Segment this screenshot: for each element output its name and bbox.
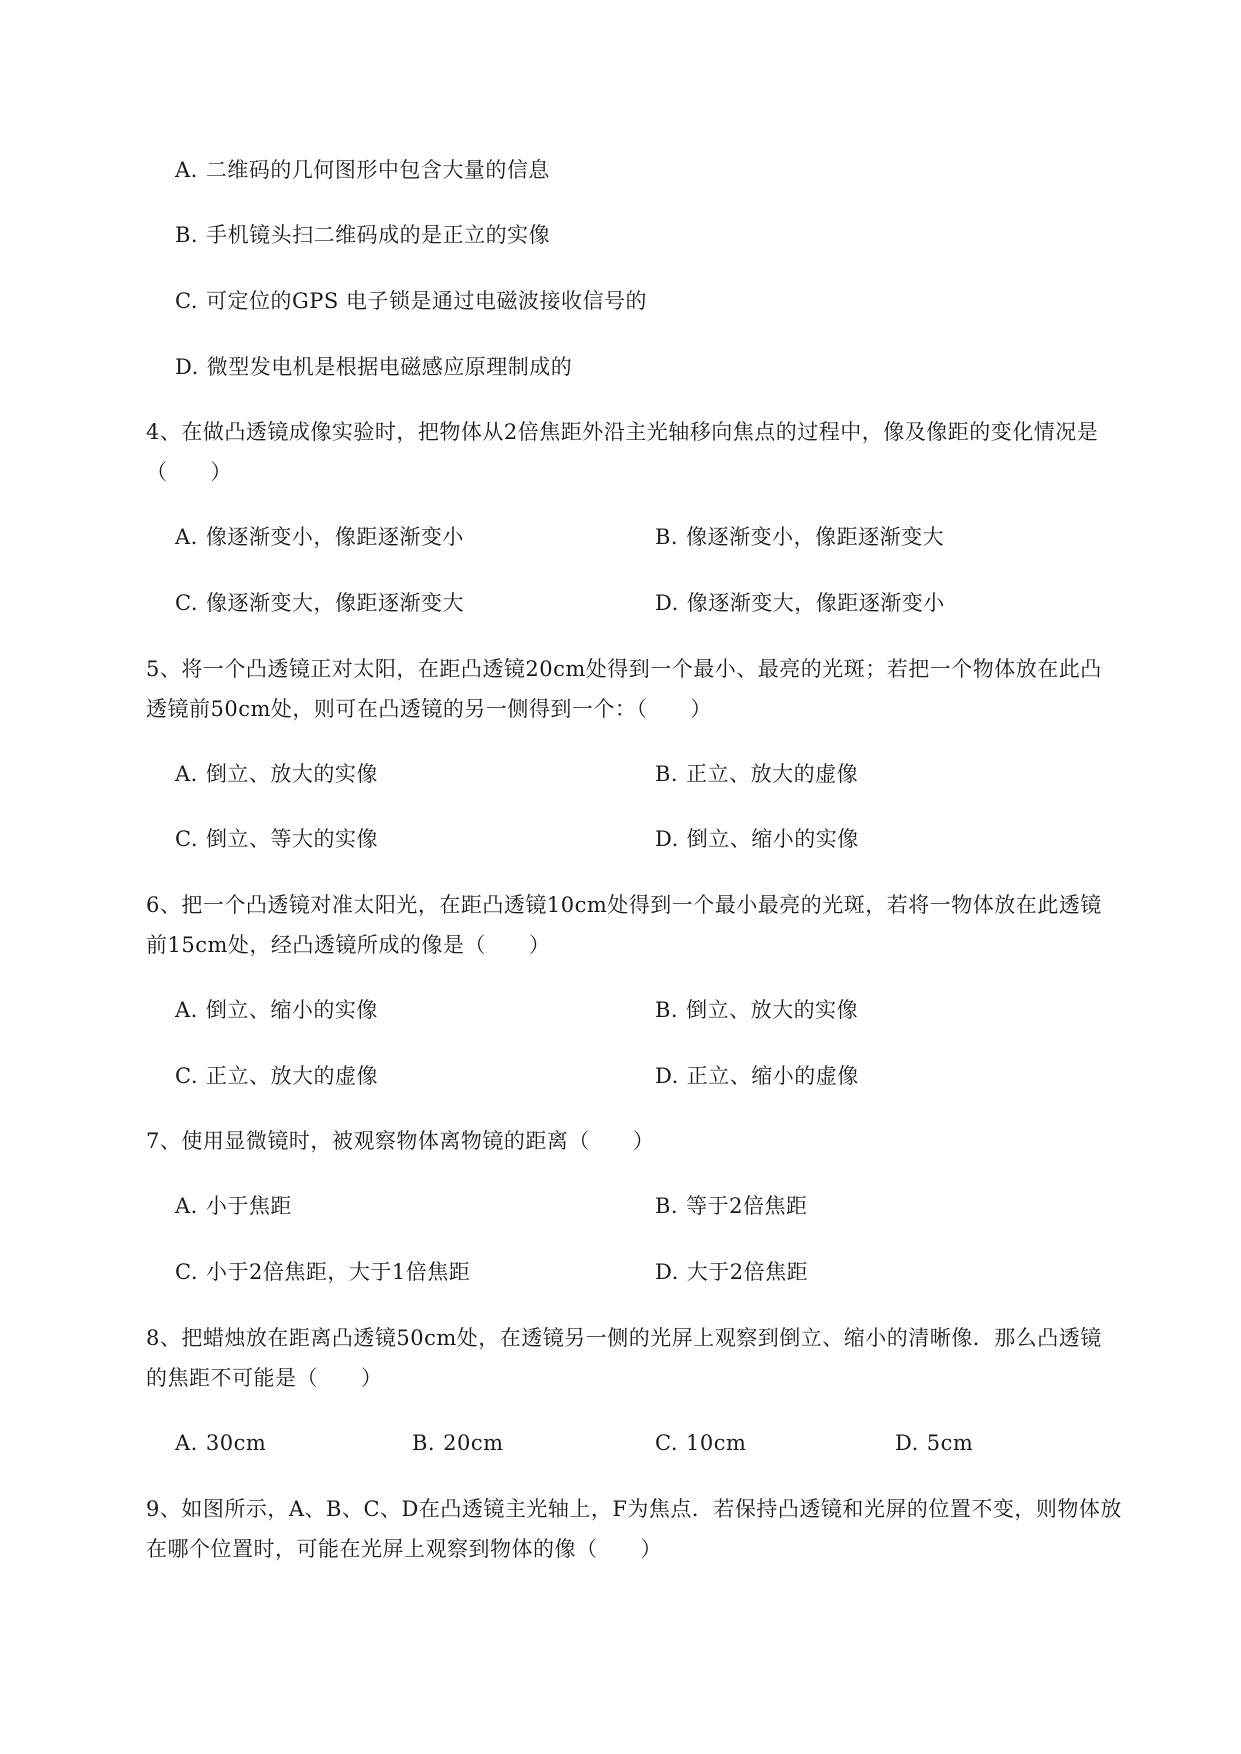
option-text: 正立、缩小的虚像 bbox=[686, 1064, 859, 1088]
q9-stem-line1: 9、如图所示，A、B、C、D在凸透镜主光轴上，F为焦点．若保持凸透镜和光屏的位置不变，则物体放 bbox=[146, 1497, 1122, 1521]
q7-option-a bbox=[175, 1192, 292, 1220]
option-letter: D. bbox=[895, 1431, 919, 1455]
option-letter: B. bbox=[655, 525, 679, 549]
q3-option-d bbox=[175, 353, 572, 381]
option-text: 30cm bbox=[205, 1431, 267, 1455]
option-text: 像逐渐变大，像距逐渐变小 bbox=[686, 591, 945, 615]
q7-option-b bbox=[655, 1192, 807, 1220]
option-letter: C. bbox=[175, 827, 198, 851]
q3-option-b bbox=[175, 221, 550, 249]
option-text: 倒立、缩小的实像 bbox=[205, 998, 378, 1022]
option-text: 像逐渐变小，像距逐渐变大 bbox=[686, 525, 945, 549]
option-text: 倒立、等大的实像 bbox=[206, 827, 378, 851]
q9-stem-line2: 在哪个位置时，可能在光屏上观察到物体的像（ ） bbox=[146, 1537, 662, 1561]
q7-stem-line1: 7、使用显微镜时，被观察物体离物镜的距离（ ） bbox=[146, 1129, 655, 1153]
option-text: 小于焦距 bbox=[205, 1194, 292, 1218]
option-text: 等于2倍焦距 bbox=[686, 1194, 808, 1218]
option-text: 像逐渐变小，像距逐渐变小 bbox=[205, 525, 464, 549]
q8-option-a bbox=[175, 1429, 266, 1457]
q8-stem-line1: 8、把蜡烛放在距离凸透镜50cm处，在透镜另一侧的光屏上观察到倒立、缩小的清晰像．那么凸透镜 bbox=[146, 1326, 1102, 1350]
option-letter: D. bbox=[175, 355, 199, 379]
option-text: 二维码的几何图形中包含大量的信息 bbox=[205, 158, 550, 182]
q5-stem-line1: 5、将一个凸透镜正对太阳，在距凸透镜20cm处得到一个最小、最亮的光斑；若把一个物体放在此凸 bbox=[146, 657, 1102, 681]
option-letter: A. bbox=[175, 762, 198, 786]
option-text: 手机镜头扫二维码成的是正立的实像 bbox=[206, 223, 551, 247]
option-text: 可定位的GPS 电子锁是通过电磁波接收信号的 bbox=[206, 289, 647, 313]
option-text: 大于2倍焦距 bbox=[686, 1260, 809, 1284]
q6-option-b bbox=[655, 996, 858, 1024]
option-letter: C. bbox=[175, 289, 198, 313]
option-letter: D. bbox=[655, 1064, 679, 1088]
option-letter: A. bbox=[175, 998, 198, 1022]
q6-option-a bbox=[175, 996, 378, 1024]
q5-option-c bbox=[175, 825, 378, 853]
option-text: 小于2倍焦距，大于1倍焦距 bbox=[206, 1260, 471, 1284]
q5-option-a bbox=[175, 760, 378, 788]
option-text: 正立、放大的虚像 bbox=[206, 1064, 378, 1088]
q4-option-b bbox=[655, 523, 944, 551]
option-text: 像逐渐变大，像距逐渐变大 bbox=[206, 591, 464, 615]
option-letter: A. bbox=[175, 525, 198, 549]
option-letter: B. bbox=[655, 762, 679, 786]
option-letter: A. bbox=[175, 158, 198, 182]
option-letter: D. bbox=[655, 827, 679, 851]
option-letter: B. bbox=[655, 1194, 679, 1218]
option-letter: A. bbox=[175, 1194, 198, 1218]
q5-option-b bbox=[655, 760, 858, 788]
q7-option-c bbox=[175, 1258, 470, 1286]
option-letter: B. bbox=[175, 223, 199, 247]
option-text: 正立、放大的虚像 bbox=[686, 762, 859, 786]
option-text: 10cm bbox=[686, 1431, 747, 1455]
option-text: 20cm bbox=[443, 1431, 504, 1455]
option-letter: C. bbox=[655, 1431, 678, 1455]
option-letter: B. bbox=[412, 1431, 436, 1455]
q8-option-d bbox=[895, 1429, 973, 1457]
option-letter: D. bbox=[655, 591, 679, 615]
q3-option-c bbox=[175, 287, 647, 315]
q4-option-c bbox=[175, 589, 464, 617]
q4-stem-line2: （ ） bbox=[146, 460, 232, 484]
q7-option-d bbox=[655, 1258, 808, 1286]
option-letter: C. bbox=[175, 1064, 198, 1088]
q3-option-a bbox=[175, 156, 550, 184]
option-text: 倒立、放大的实像 bbox=[686, 998, 859, 1022]
option-text: 微型发电机是根据电磁感应原理制成的 bbox=[206, 355, 573, 379]
option-letter: B. bbox=[655, 998, 679, 1022]
option-text: 倒立、缩小的实像 bbox=[686, 827, 859, 851]
q4-option-d bbox=[655, 589, 945, 617]
q6-stem-line1: 6、把一个凸透镜对准太阳光，在距凸透镜10cm处得到一个最小最亮的光斑，若将一物体放在此透镜 bbox=[146, 893, 1102, 917]
q6-option-c bbox=[175, 1062, 378, 1090]
q5-option-d bbox=[655, 825, 859, 853]
option-text: 5cm bbox=[926, 1431, 974, 1455]
option-letter: D. bbox=[655, 1260, 679, 1284]
option-letter: C. bbox=[175, 591, 198, 615]
q8-option-c bbox=[655, 1429, 746, 1457]
option-text: 倒立、放大的实像 bbox=[205, 762, 378, 786]
q6-stem-line2: 前15cm处，经凸透镜所成的像是（ ） bbox=[146, 933, 551, 957]
q6-option-d bbox=[655, 1062, 859, 1090]
option-letter: A. bbox=[175, 1431, 198, 1455]
q8-stem-line2: 的焦距不可能是（ ） bbox=[146, 1366, 383, 1390]
q4-stem-line1: 4、在做凸透镜成像实验时，把物体从2倍焦距外沿主光轴移向焦点的过程中，像及像距的变化情况是 bbox=[146, 420, 1099, 444]
q8-option-b bbox=[412, 1429, 504, 1457]
option-letter: C. bbox=[175, 1260, 198, 1284]
q4-option-a bbox=[175, 523, 464, 551]
q5-stem-line2: 透镜前50cm处，则可在凸透镜的另一侧得到一个：（ ） bbox=[146, 697, 712, 721]
